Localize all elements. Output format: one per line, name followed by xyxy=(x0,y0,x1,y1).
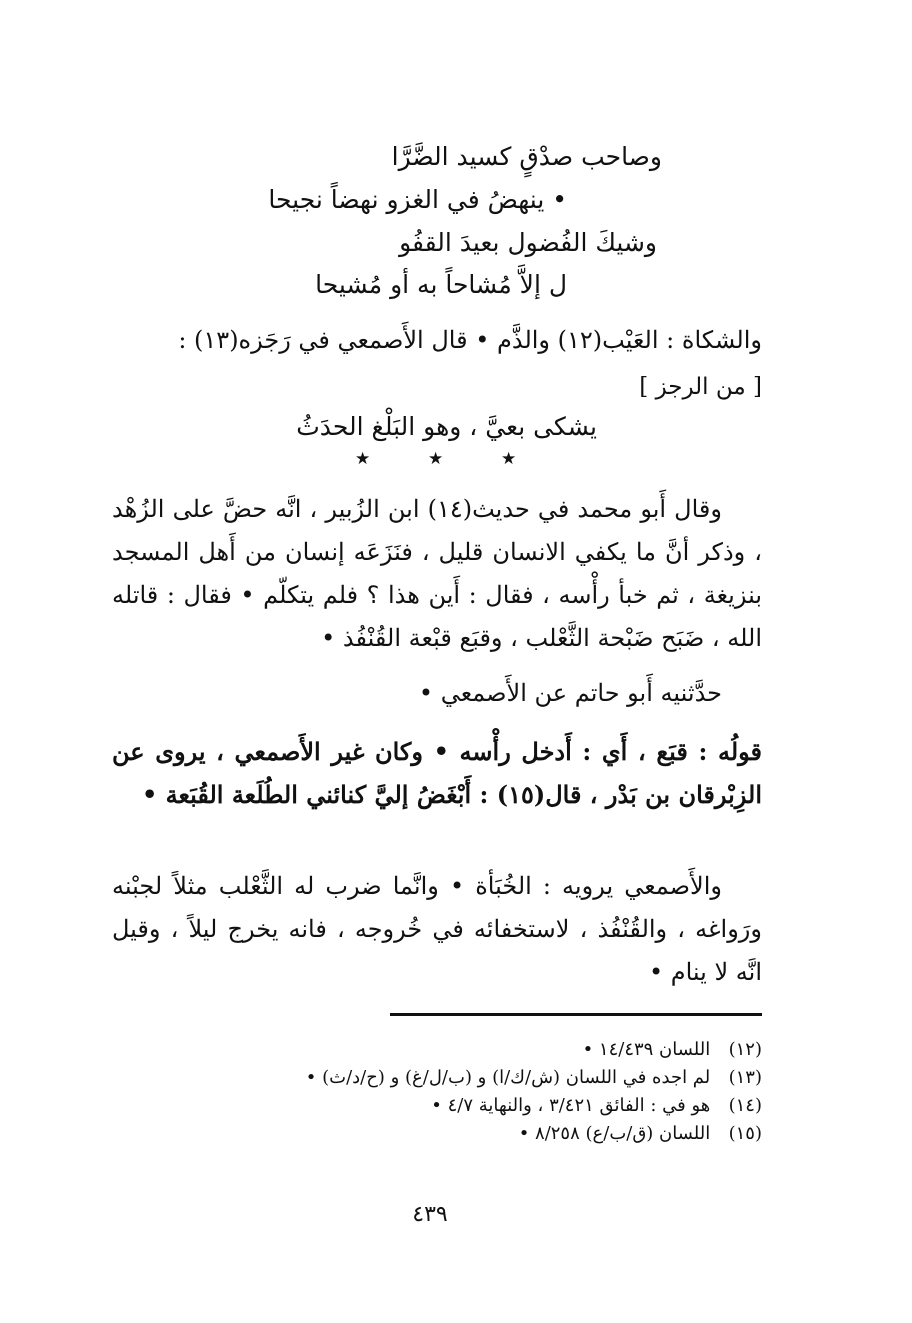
divider-star-icon: ★ xyxy=(428,449,444,469)
footnote-number: (١٥) xyxy=(728,1123,762,1144)
footnote-13 xyxy=(142,1065,762,1091)
paragraph-ibn-zubayr: وقال أَبو محمد في حديث(١٤) ابن الزُبير ، انَّه حضَّ على الزُهْد ، وذكر أنَّ ما يكفي الانسان قليل ، فنَزَعَه إنسان من أَهل المسجد بنزيغة ، ثم خبأ رأْسه ، فقال : أَين هذا ؟ فلم يتكلّم • فقال : قاتله الله ، ضَبَح ضَبْحة الثَّعْلب ، وقبَع قبْعة القُنْفُذ • xyxy=(112,495,762,652)
paragraph-qaba-explanation: قولُه : قبَع ، أَي : أَدخل رأْسه • وكان غير الأَصمعي ، يروى عن الزِبْرقان بن بَدْر ، قال(١٥) : أَبْغَضُ إليَّ كنائني الطُلَعة القُبَعة • xyxy=(112,737,762,809)
rajaz-verse: يشكى بعيَّ ، وهو البَلْغ الحدَثُ xyxy=(296,412,597,441)
footnote-number: (١٤) xyxy=(728,1095,762,1116)
divider-star-icon: ★ xyxy=(355,449,371,469)
meter-label: [ من الرجز ] xyxy=(639,374,762,400)
paragraph-asmai-reading: والأَصمعي يرويه : الخُبَأة • وانَّما ضرب له الثَّعْلب مثلاً لجبْنه ورَواغه ، والقُنْفُذ ، لاستخفائه في خُروجه ، فانه يخرج ليلاً ، وقيل انَّه لا ينام • xyxy=(112,872,762,986)
footnote-15 xyxy=(142,1121,762,1147)
footnote-number: (١٢) xyxy=(728,1039,762,1060)
footnote-12 xyxy=(142,1037,762,1063)
poem-verse-1: وصاحب صدْقٍ كسيد الضَّرَّا xyxy=(391,142,662,171)
divider-star-icon: ★ xyxy=(501,449,517,469)
page-number: ٤٣٩ xyxy=(412,1202,448,1227)
footnote-text: اللسان (ق/ب/ع) ٨/٢٥٨ • xyxy=(518,1123,711,1144)
footnote-separator xyxy=(390,1013,762,1016)
shakat-definition-line: والشكاة : العَيْب(١٢) والذَّم • قال الأَصمعي في رَجَزه(١٣) : xyxy=(178,326,762,354)
paragraph-narration: حدَّثنيه أَبو حاتم عن الأَصمعي • xyxy=(418,679,722,707)
poem-verse-2: • ينهضُ في الغزو نهضاً نجيحا xyxy=(268,185,567,214)
footnote-text: لم اجده في اللسان (ش/ك/ا) و (ب/ل/غ) و (ح/د/ث) • xyxy=(305,1067,711,1088)
footnote-text: هو في : الفائق ٣/٤٢١ ، والنهاية ٤/٧ • xyxy=(431,1095,711,1116)
poem-verse-4: ل إلاَّ مُشاحاً به أو مُشيحا xyxy=(315,270,567,299)
poem-verse-3: وشيكَ الفُضول بعيدَ القفُو xyxy=(399,228,657,257)
section-divider-stars xyxy=(355,449,535,469)
footnote-14 xyxy=(142,1093,762,1119)
footnote-number: (١٣) xyxy=(728,1067,762,1088)
footnote-text: اللسان ١٤/٤٣٩ • xyxy=(582,1039,711,1060)
